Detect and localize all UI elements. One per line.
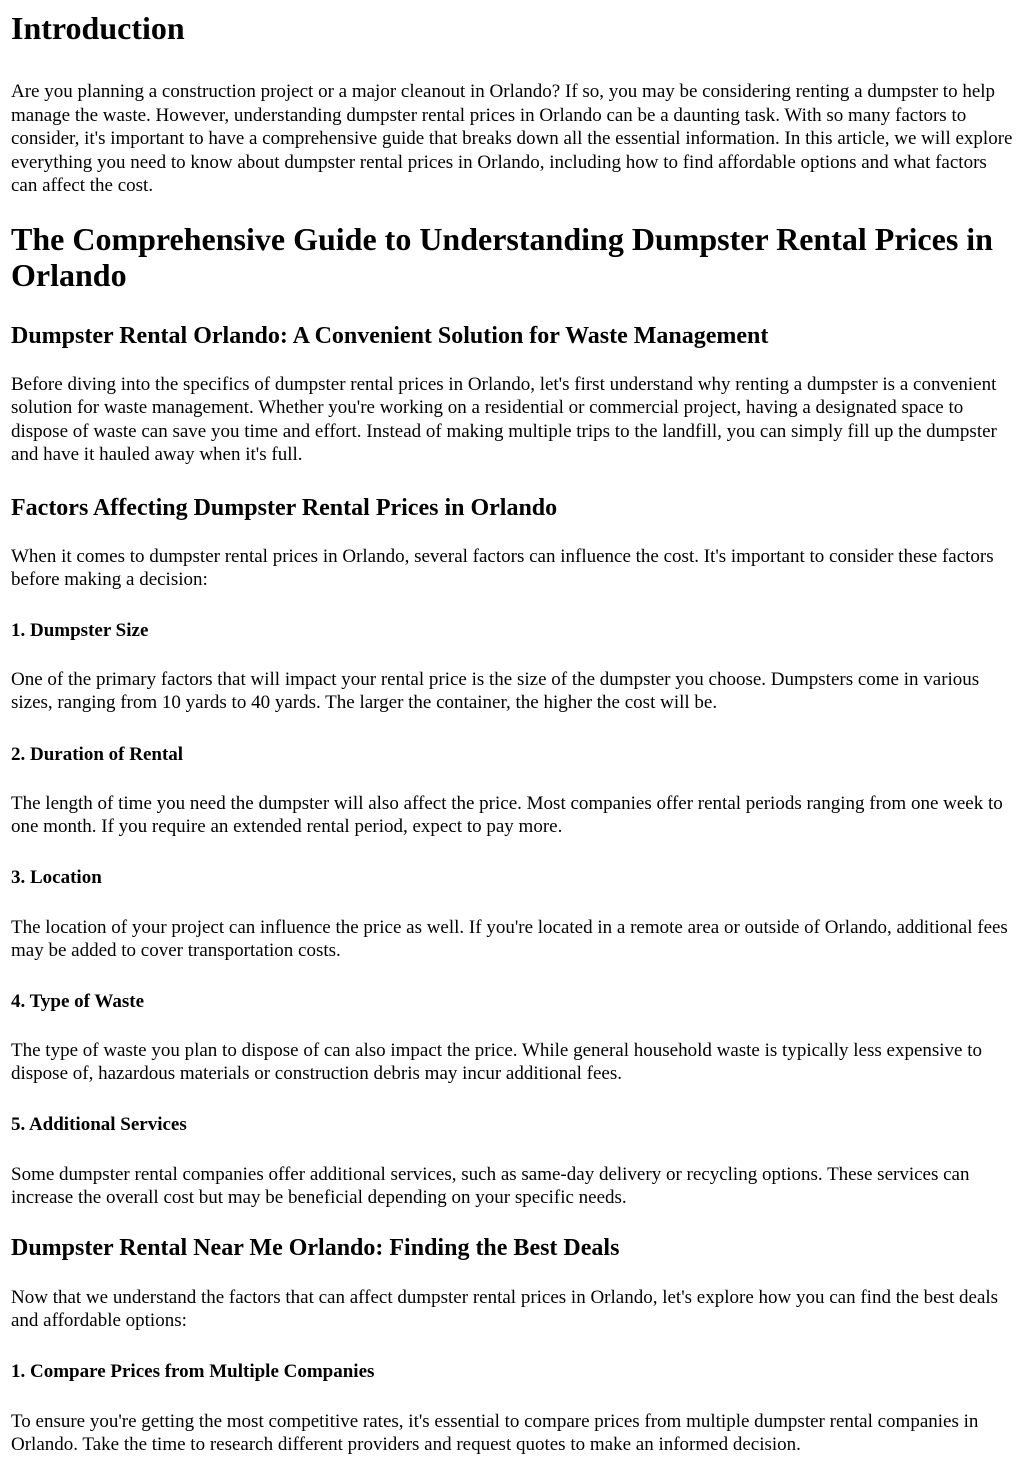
guide-heading: The Comprehensive Guide to Understanding Dumpster Rental Prices in Orlando (11, 220, 993, 293)
factor-text-waste: The type of waste you plan to dispose of can also impact the price. While general household waste is typically less expensive to dispose of, hazardous materials or construction debris may incur additional fees. (11, 1039, 983, 1084)
factor-text-duration: The length of time you need the dumpster will also affect the price. Most companies offer rental periods ranging from one week to one month. If you require an extended rental period, expect to pay more. (11, 792, 1003, 837)
factor-text-location: The location of your project can influence the price as well. If you're located in a remote area or outside of Orlando, additional fees may be added to cover transportation costs. (11, 916, 1008, 961)
factor-text-services: Some dumpster rental companies offer additional services, such as same-day delivery or recycling options. These services can increase the overall cost but may be beneficial depending on your specific needs. (11, 1163, 970, 1208)
factors-paragraph: When it comes to dumpster rental prices in Orlando, several factors can influence the cost. It's important to consider these factors before making a decision: (11, 545, 994, 590)
deals-paragraph: Now that we understand the factors that can affect dumpster rental prices in Orlando, let's explore how you can find the best deals and affordable options: (11, 1286, 999, 1331)
factor-title-waste: 4. Type of Waste (11, 990, 145, 1012)
intro-paragraph: Are you planning a construction project or a major cleanout in Orlando? If so, you may be considering renting a dumpster to help manage the waste. However, understanding dumpster rental prices in Orlando can be a daunting task. With so many factors to consider, it's important to have a comprehensive guide that breaks down all the essential information. In this article, we will explore everything you need to know about dumpster rental prices in Orlando, including how to find affordable options and what factors can affect the cost. (11, 81, 1013, 196)
convenient-paragraph: Before diving into the specifics of dumpster rental prices in Orlando, let's first understand why renting a dumpster is a convenient solution for waste management. Whether you're working on a residential or commercial project, having a designated space to dispose of waste can save you time and effort. Instead of making multiple trips to the landfill, you can simply fill up the dumpster and have it hauled away when it's full. (11, 373, 997, 465)
convenient-heading: Dumpster Rental Orlando: A Convenient Solution for Waste Management (11, 322, 769, 349)
article (0, 10, 1024, 1457)
factors-heading: Factors Affecting Dumpster Rental Prices in Orlando (11, 494, 558, 521)
factor-title-duration: 2. Duration of Rental (11, 743, 184, 765)
factor-title-size: 1. Dumpster Size (11, 619, 149, 641)
factor-title-services: 5. Additional Services (11, 1113, 187, 1135)
deal-text-compare: To ensure you're getting the most competitive rates, it's essential to compare prices from multiple dumpster rental companies in Orlando. Take the time to research different providers and request quotes to make an informed decision. (11, 1410, 979, 1455)
intro-heading: Introduction (11, 10, 185, 46)
factor-text-size: One of the primary factors that will impact your rental price is the size of the dumpster you choose. Dumpsters come in various sizes, ranging from 10 yards to 40 yards. The larger the container, the higher the cost will be. (11, 668, 980, 713)
deal-title-compare: 1. Compare Prices from Multiple Companies (11, 1360, 375, 1382)
deals-heading: Dumpster Rental Near Me Orlando: Finding the Best Deals (11, 1234, 620, 1261)
factor-title-location: 3. Location (11, 866, 102, 888)
